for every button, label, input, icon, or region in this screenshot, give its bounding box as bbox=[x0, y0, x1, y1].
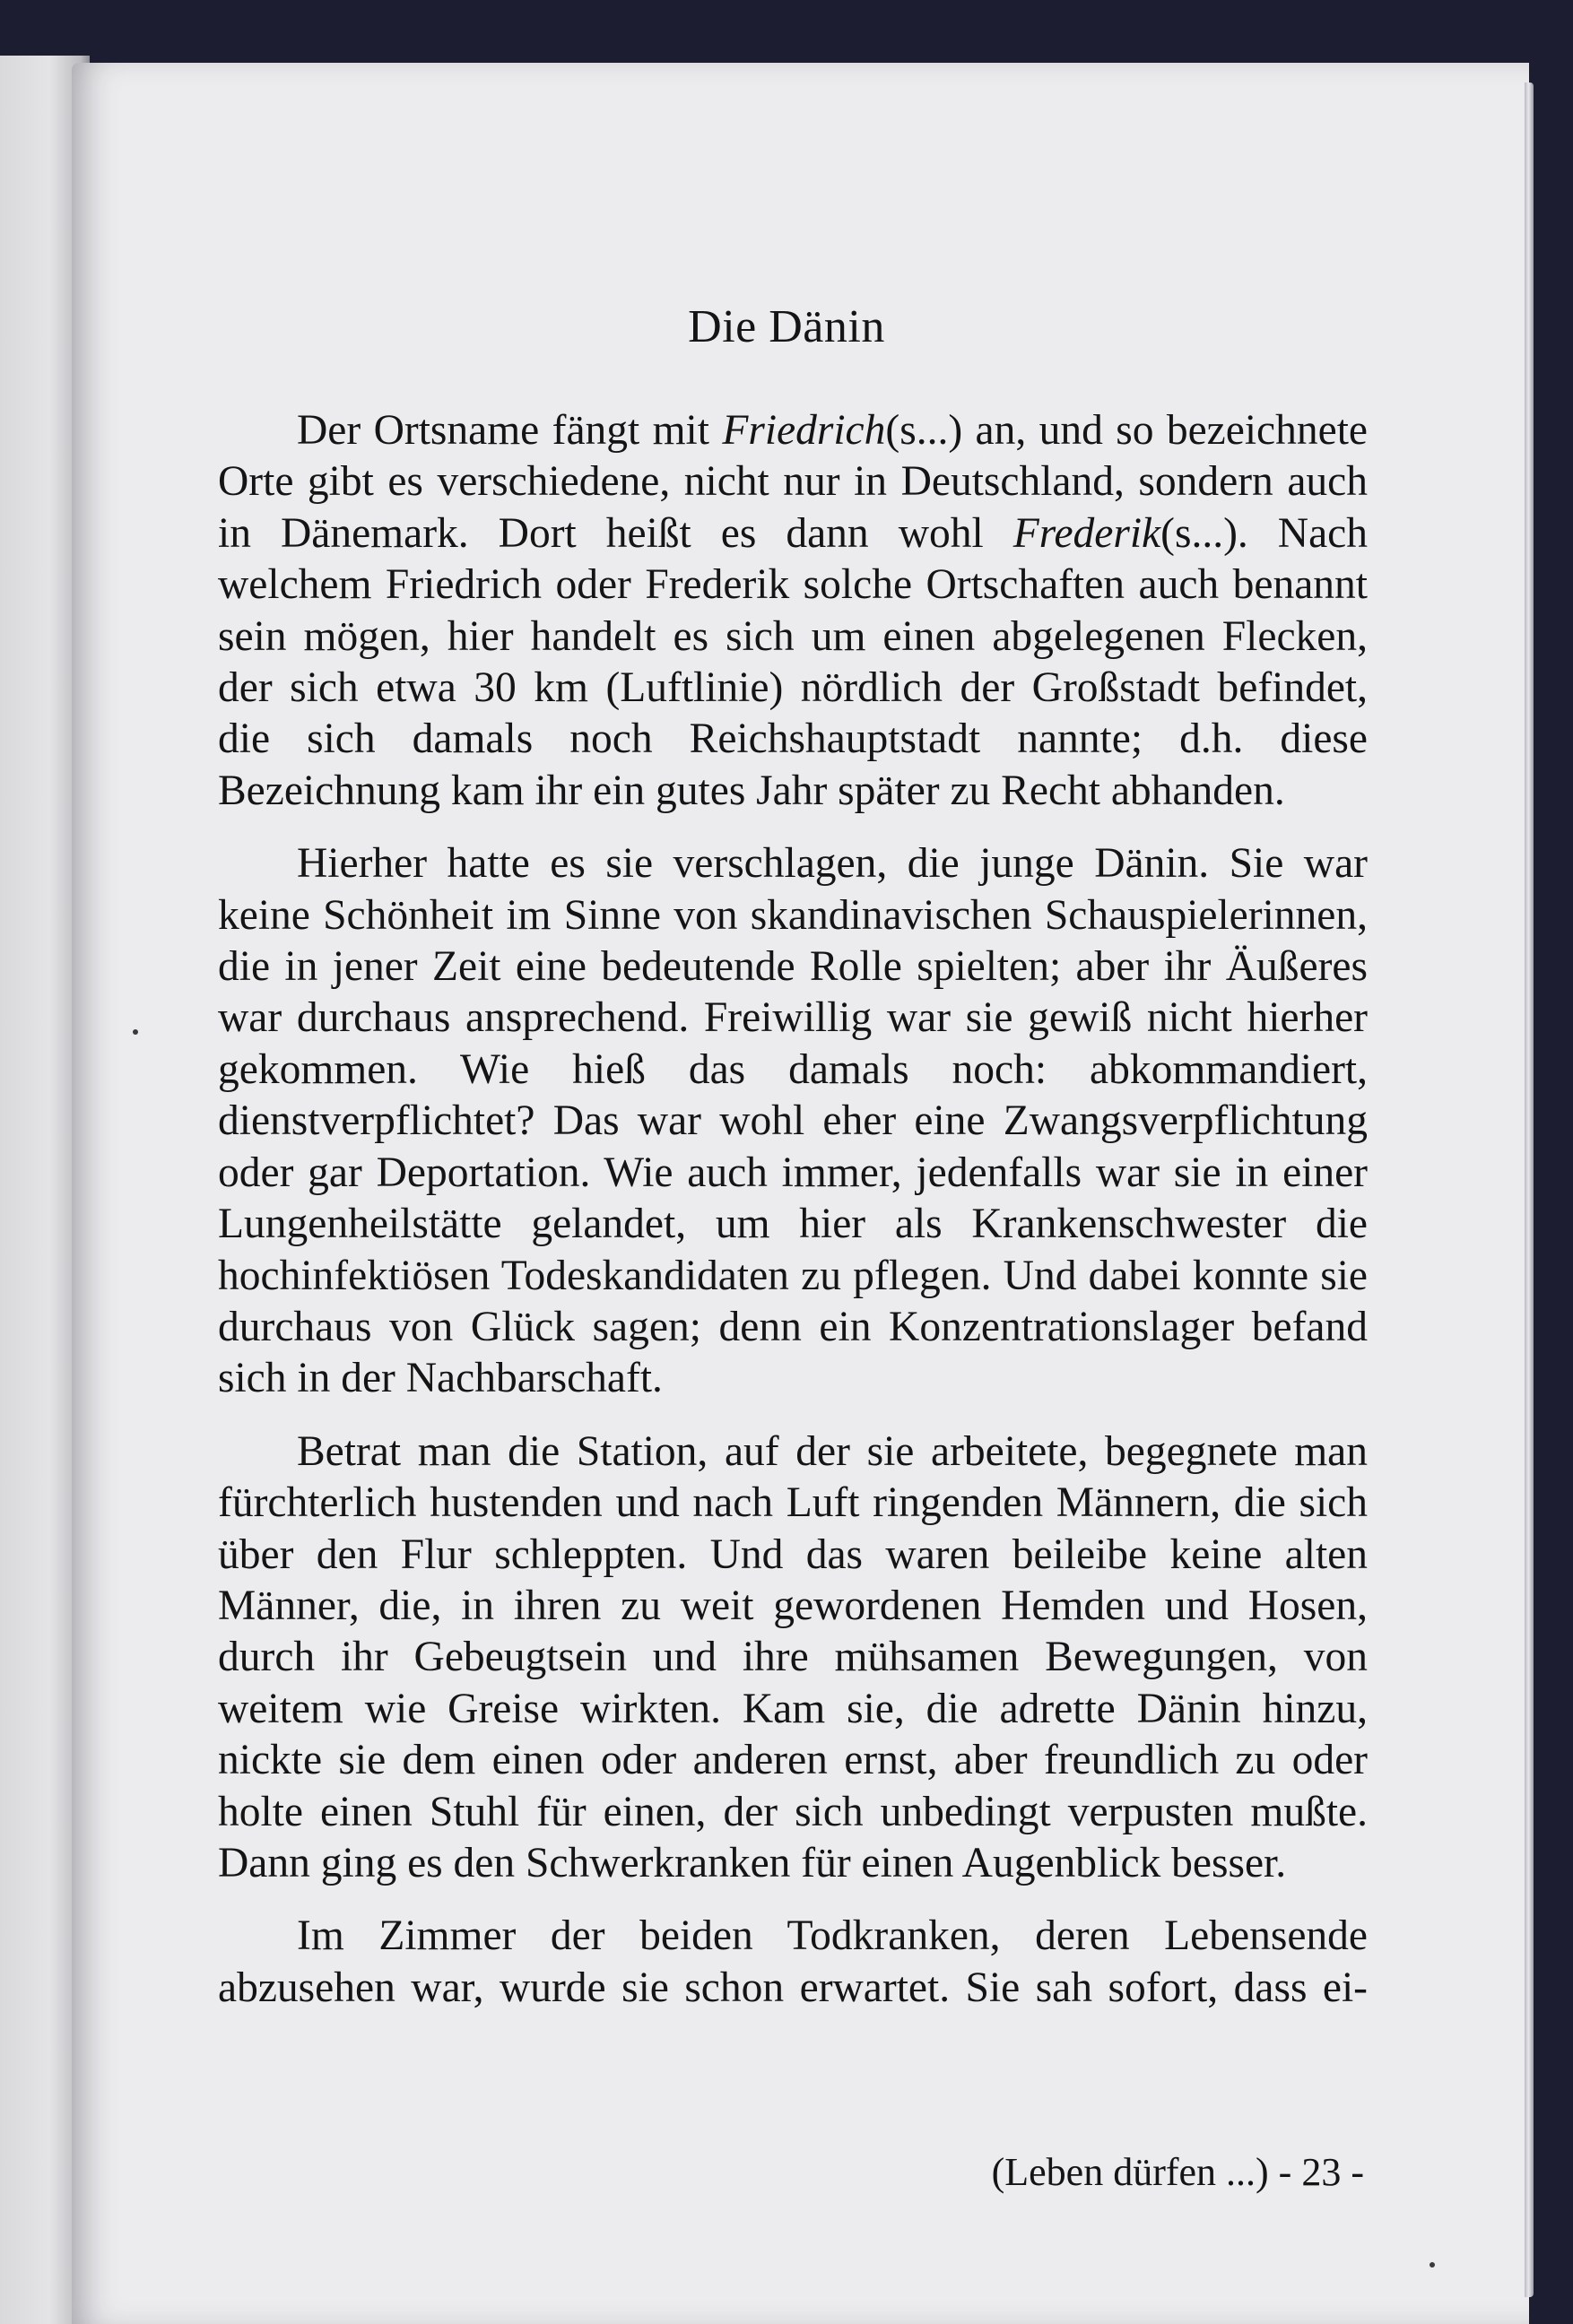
paragraph-1-start: Der Ortsname fängt mit bbox=[297, 407, 723, 454]
paragraph-3: Betrat man die Station, auf der sie arbeitete, begegnete man fürchterlich hustenden und nach Luft ringenden Männern, die sich über den Flur schleppten. Und das waren beileibe keine alten Männer, die, in ihren zu weit gewordenen Hemden und Hosen, durch ihr Gebeugtsein und ihre mühsamen Bewegungen, von weitem wie Greise wirkten. Kam sie, die adrette Dänin hinzu, nickte sie dem einen oder anderen ernst, aber freundlich zu oder holte einen Stuhl für einen, der sich unbedingt verpusten mußte. Dann ging es den Schwerkranken für einen Augenblick besser. bbox=[218, 1427, 1368, 1886]
paragraph-1-end: (s...). Nach welchem Friedrich oder Frederik solche Ortschaften auch benannt sein mögen, hier handelt es sich um einen abgelegenen Flecken, der sich etwa 30 km (Luftlinie) nördlich der Großstadt befindet, die sich damals noch Reichshauptstadt nannte; d.h. diese Bezeichnung kam ihr ein gutes Jahr später zu Recht abhanden. bbox=[218, 509, 1368, 814]
paragraph-4: Im Zimmer der beiden Todkranken, deren Lebensende abzusehen war, wurde sie schon erwartet. Sie sah sofort, dass ei- bbox=[218, 1912, 1368, 2011]
paragraph-1 bbox=[218, 405, 1368, 817]
paragraph-1-middle: (s...) an, und so bezeichnete Orte gibt es verschiedene, nicht nur in Deutschland, sondern auch in Dänemark. Dort heißt es dann wohl bbox=[218, 407, 1368, 557]
dust-speck bbox=[133, 1029, 138, 1035]
chapter-title: Die Dänin bbox=[688, 301, 885, 352]
right-page-edge bbox=[1525, 82, 1534, 2297]
dust-speck bbox=[1430, 2262, 1435, 2268]
body-text bbox=[218, 405, 1368, 2014]
place-name-friedrich: Friedrich bbox=[722, 407, 886, 454]
place-name-frederik: Frederik bbox=[1012, 509, 1161, 557]
paragraph-2: Hierher hatte es sie verschlagen, die junge Dänin. Sie war keine Schönheit im Sinne von skandinavischen Schauspielerinnen, die in jener Zeit eine bedeutende Rolle spielten; aber ihr Äußeres war durchaus ansprechend. Freiwillig war sie gewiß nicht hierher gekommen. Wie hieß das damals noch: abkommandiert, dienstverpflichtet? Das war wohl eher eine Zwangsverpflichtung oder gar Deportation. Wie auch immer, jedenfalls war sie in einer Lungenheilstätte gelandet, um hier als Krankenschwester die hochinfektiösen Todeskandidaten zu pflegen. Und dabei konnte sie durchaus von Glück sagen; denn ein Konzentrationslager befand sich in der Nachbarschaft. bbox=[218, 840, 1368, 1402]
page-footer: (Leben dürfen ...) - 23 - bbox=[991, 2150, 1364, 2194]
